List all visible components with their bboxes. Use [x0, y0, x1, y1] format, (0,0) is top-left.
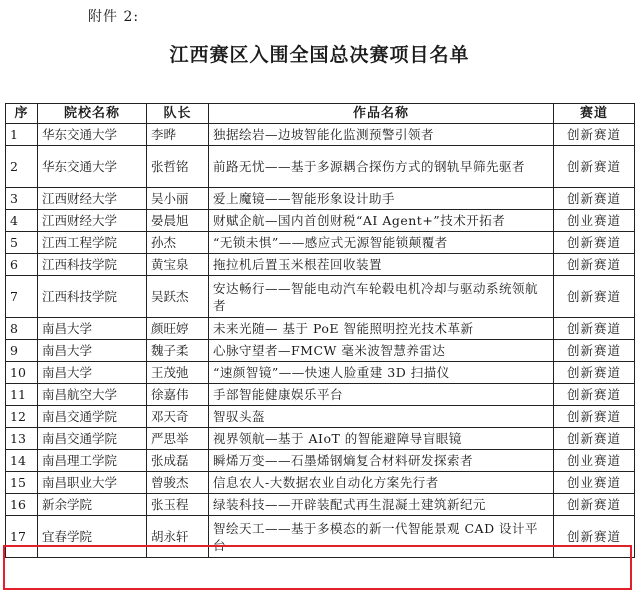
row-leader: 张成磊 — [147, 450, 209, 472]
row-index: 2 — [6, 146, 38, 188]
row-index: 11 — [6, 384, 38, 406]
row-leader: 胡永轩 — [147, 516, 209, 558]
table-row — [6, 428, 635, 450]
row-leader: 魏子柔 — [147, 340, 209, 362]
row-school: 宜春学院 — [38, 516, 147, 558]
row-index: 17 — [6, 516, 38, 558]
row-project: 绿装科技——开辟装配式再生混凝土建筑新纪元 — [209, 494, 554, 516]
row-project: 未来光随— 基于 PoE 智能照明控光技术革新 — [209, 318, 554, 340]
row-leader: 孙杰 — [147, 232, 209, 254]
row-index: 16 — [6, 494, 38, 516]
row-school: 新余学院 — [38, 494, 147, 516]
row-school: 南昌交通学院 — [38, 428, 147, 450]
table-row — [6, 254, 635, 276]
row-leader: 吴小丽 — [147, 188, 209, 210]
row-leader: 张玉程 — [147, 494, 209, 516]
row-project: 拖拉机后置玉米根茬回收装置 — [209, 254, 554, 276]
row-track: 创新赛道 — [554, 340, 635, 362]
table-row — [6, 362, 635, 384]
row-project: 信息农人-大数据农业自动化方案先行者 — [209, 472, 554, 494]
row-index: 1 — [6, 124, 38, 146]
row-track: 创新赛道 — [554, 318, 635, 340]
table-row — [6, 276, 635, 318]
row-track: 创新赛道 — [554, 276, 635, 318]
row-project: 智驭头盔 — [209, 406, 554, 428]
row-leader: 颜旺婷 — [147, 318, 209, 340]
row-project: 视界领航—基于 AIoT 的智能避障导盲眼镜 — [209, 428, 554, 450]
row-project: 手部智能健康娱乐平台 — [209, 384, 554, 406]
table-row — [6, 340, 635, 362]
table-header-row — [6, 104, 635, 124]
row-index: 15 — [6, 472, 38, 494]
row-track: 创新赛道 — [554, 124, 635, 146]
table-row — [6, 516, 635, 558]
table-row — [6, 384, 635, 406]
row-index: 7 — [6, 276, 38, 318]
row-index: 13 — [6, 428, 38, 450]
row-track: 创新赛道 — [554, 516, 635, 558]
row-school: 江西财经大学 — [38, 210, 147, 232]
row-index: 12 — [6, 406, 38, 428]
row-leader: 黄宝泉 — [147, 254, 209, 276]
row-school: 江西科技学院 — [38, 276, 147, 318]
row-project: 独据绘岩—边坡智能化监测预警引领者 — [209, 124, 554, 146]
row-track: 创业赛道 — [554, 210, 635, 232]
row-leader: 曾骏杰 — [147, 472, 209, 494]
table-row — [6, 450, 635, 472]
row-track: 创新赛道 — [554, 232, 635, 254]
header-leader: 队长 — [147, 104, 209, 124]
row-project: 心脉守望者—FMCW 毫米波智慧养雷达 — [209, 340, 554, 362]
header-track: 赛道 — [554, 104, 635, 124]
row-leader: 徐嘉伟 — [147, 384, 209, 406]
row-index: 14 — [6, 450, 38, 472]
row-leader: 晏晨旭 — [147, 210, 209, 232]
row-school: 南昌大学 — [38, 318, 147, 340]
row-project: “速颜智镜”——快速人脸重建 3D 扫描仪 — [209, 362, 554, 384]
row-track: 创新赛道 — [554, 188, 635, 210]
row-index: 8 — [6, 318, 38, 340]
table-row — [6, 188, 635, 210]
table-row — [6, 406, 635, 428]
row-project: 瞬烯万变——石墨烯钢熵复合材料研发探索者 — [209, 450, 554, 472]
row-track: 创新赛道 — [554, 406, 635, 428]
table-row — [6, 472, 635, 494]
row-school: 南昌大学 — [38, 362, 147, 384]
row-project: 安达畅行——智能电动汽车轮毂电机冷却与驱动系统领航者 — [209, 276, 554, 318]
header-school: 院校名称 — [38, 104, 147, 124]
row-project: 智绘天工——基于多模态的新一代智能景观 CAD 设计平台 — [209, 516, 554, 558]
row-track: 创业赛道 — [554, 450, 635, 472]
row-track: 创新赛道 — [554, 428, 635, 450]
row-leader: 李晔 — [147, 124, 209, 146]
row-leader: 吴跃杰 — [147, 276, 209, 318]
row-leader: 严思举 — [147, 428, 209, 450]
row-index: 3 — [6, 188, 38, 210]
row-school: 南昌航空大学 — [38, 384, 147, 406]
row-school: 南昌交通学院 — [38, 406, 147, 428]
row-leader: 邓天奇 — [147, 406, 209, 428]
row-index: 9 — [6, 340, 38, 362]
row-project: 爱上魔镜——智能形象设计助手 — [209, 188, 554, 210]
row-school: 南昌职业大学 — [38, 472, 147, 494]
row-school: 华东交通大学 — [38, 146, 147, 188]
row-track: 创新赛道 — [554, 254, 635, 276]
row-index: 5 — [6, 232, 38, 254]
table-row — [6, 124, 635, 146]
row-project: “无锁未惧”——感应式无源智能锁颠覆者 — [209, 232, 554, 254]
table-row — [6, 232, 635, 254]
table-row — [6, 146, 635, 188]
row-school: 江西工程学院 — [38, 232, 147, 254]
row-index: 4 — [6, 210, 38, 232]
row-leader: 张哲铭 — [147, 146, 209, 188]
row-school: 华东交通大学 — [38, 124, 147, 146]
header-project: 作品名称 — [209, 104, 554, 124]
row-index: 6 — [6, 254, 38, 276]
table-row — [6, 318, 635, 340]
row-index: 10 — [6, 362, 38, 384]
table-row — [6, 210, 635, 232]
row-project: 财赋企航—国内首创财税“AI Agent+”技术开拓者 — [209, 210, 554, 232]
row-leader: 王茂弛 — [147, 362, 209, 384]
row-track: 创新赛道 — [554, 384, 635, 406]
row-school: 南昌大学 — [38, 340, 147, 362]
row-track: 创新赛道 — [554, 146, 635, 188]
row-school: 江西科技学院 — [38, 254, 147, 276]
row-track: 创新赛道 — [554, 362, 635, 384]
project-table — [5, 103, 635, 558]
row-project: 前路无忧——基于多源耦合探伤方式的钢轨早筛先驱者 — [209, 146, 554, 188]
row-track: 创新赛道 — [554, 494, 635, 516]
table-row — [6, 494, 635, 516]
row-track: 创业赛道 — [554, 472, 635, 494]
document-title: 江西赛区入围全国总决赛项目名单 — [169, 44, 470, 66]
header-index: 序 — [6, 104, 38, 124]
row-school: 江西财经大学 — [38, 188, 147, 210]
row-school: 南昌理工学院 — [38, 450, 147, 472]
attachment-label: 附件 2: — [88, 9, 140, 25]
